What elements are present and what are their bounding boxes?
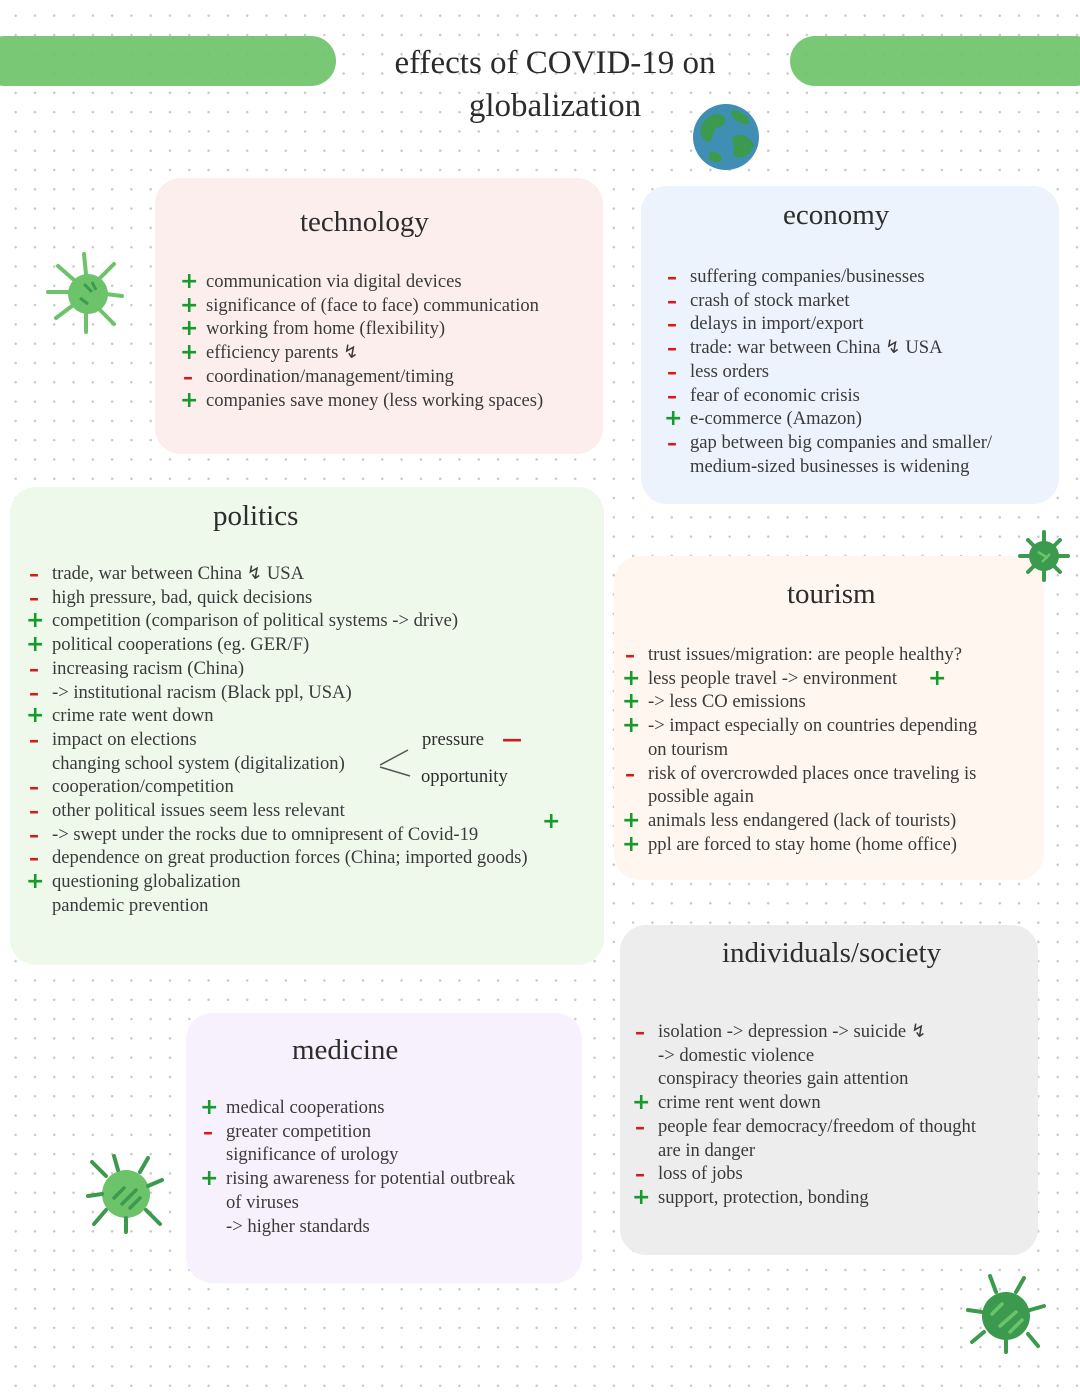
minus-mark: – (29, 822, 39, 847)
plus-mark: + (26, 608, 45, 634)
plus-mark: + (180, 340, 199, 366)
technology-item (180, 341, 543, 365)
tourism-item (622, 785, 977, 809)
tourism-item (622, 738, 977, 762)
minus-mark: – (29, 656, 39, 681)
medicine-item (200, 1215, 515, 1239)
minus-mark: – (635, 1162, 645, 1187)
society-item-text: are in danger (658, 1139, 756, 1161)
medicine-item (200, 1120, 515, 1144)
politics-item (26, 633, 528, 657)
plus-mark: + (200, 1166, 219, 1192)
economy-item (664, 289, 992, 313)
medicine-list (200, 1096, 515, 1238)
tourism-item (622, 762, 977, 786)
minus-mark: – (667, 383, 677, 408)
minus-mark: – (667, 288, 677, 313)
politics-item-text: -> swept under the rocks due to omnipresent of Covid-19 (52, 823, 479, 845)
tourism-item-text: -> less CO emissions (648, 691, 806, 713)
tourism-item (622, 714, 977, 738)
tourism-heading: tourism (787, 578, 876, 610)
politics-item (26, 894, 528, 918)
minus-mark: – (635, 1020, 645, 1044)
pressure-minus-mark: — (502, 727, 522, 751)
technology-item (180, 317, 543, 341)
minus-mark: – (667, 359, 677, 384)
plus-mark: + (664, 406, 683, 432)
tourism-item-text: possible again (648, 786, 754, 808)
plus-mark: + (180, 387, 199, 413)
economy-item-text: less orders (690, 360, 770, 382)
technology-item (180, 389, 543, 413)
technology-item-text: efficiency parents ↯ (206, 342, 359, 364)
tourism-item (622, 667, 977, 691)
economy-list (664, 265, 992, 478)
environment-plus-mark: + (928, 666, 947, 691)
tourism-item-text: ppl are forced to stay home (home office) (648, 833, 957, 855)
society-item (632, 1067, 976, 1091)
medicine-item (200, 1096, 515, 1120)
virus-icon (966, 1270, 1046, 1354)
economy-item (664, 384, 992, 408)
minus-mark: – (667, 265, 677, 289)
society-item-text: crime rent went down (658, 1092, 821, 1114)
society-heading: individuals/society (722, 937, 942, 969)
virus-icon (1016, 528, 1072, 584)
politics-item (26, 681, 528, 705)
politics-item (26, 870, 528, 894)
minus-mark: – (203, 1119, 213, 1144)
society-item-text: conspiracy theories gain attention (658, 1068, 909, 1090)
technology-item-text: communication via digital devices (206, 271, 462, 292)
economy-item-text: medium-sized businesses is widening (690, 455, 970, 477)
plus-mark: + (26, 632, 45, 658)
plus-mark: + (180, 292, 199, 318)
plus-mark: + (622, 689, 641, 715)
technology-item (180, 270, 543, 294)
society-item (632, 1115, 976, 1139)
politics-item-text: increasing racism (China) (52, 657, 245, 679)
politics-item-text: political cooperations (eg. GER/F) (52, 634, 310, 656)
tourism-item (622, 809, 977, 833)
medicine-item-text: medical cooperations (226, 1097, 385, 1118)
economy-heading: economy (783, 199, 890, 231)
opportunity-label: opportunity (421, 766, 508, 787)
politics-item-text: trade, war between China ↯ USA (52, 563, 305, 584)
medicine-item-text: -> higher standards (226, 1215, 370, 1237)
left-banner (0, 36, 336, 86)
society-item-text: loss of jobs (658, 1163, 743, 1185)
politics-item-text: cooperation/competition (52, 776, 234, 798)
plus-mark: + (26, 703, 45, 729)
medicine-item (200, 1191, 515, 1215)
plus-mark: + (622, 665, 641, 691)
economy-item-text: delays in import/export (690, 313, 864, 335)
society-item (632, 1186, 976, 1210)
politics-item (26, 657, 528, 681)
politics-item-text: changing school system (digitalization) (52, 752, 345, 774)
plus-mark: + (200, 1095, 219, 1120)
politics-item (26, 562, 528, 586)
politics-item-text: pandemic prevention (52, 894, 209, 916)
politics-item (26, 704, 528, 728)
politics-item-text: impact on elections (52, 728, 197, 750)
medicine-heading: medicine (292, 1034, 399, 1066)
right-banner (790, 36, 1080, 86)
tourism-item (622, 643, 977, 667)
tourism-item (622, 833, 977, 857)
economy-item (664, 312, 992, 336)
economy-item-text: gap between big companies and smaller/ (690, 431, 993, 453)
society-item-text: support, protection, bonding (658, 1186, 869, 1208)
politics-item (26, 799, 528, 823)
economy-item (664, 431, 992, 455)
minus-mark: – (625, 643, 635, 667)
politics-item (26, 823, 528, 847)
society-item-text: -> domestic violence (658, 1044, 815, 1066)
economy-item-text: fear of economic crisis (690, 384, 860, 406)
medicine-item-text: rising awareness for potential outbreak (226, 1168, 516, 1190)
tourism-list (622, 643, 977, 856)
society-item (632, 1139, 976, 1163)
politics-item-text: high pressure, bad, quick decisions (52, 586, 313, 608)
tourism-item-text: -> impact especially on countries depending (648, 715, 978, 737)
politics-item (26, 609, 528, 633)
technology-item-text: significance of (face to face) communication (206, 294, 539, 316)
branch-lines (376, 742, 416, 782)
economy-item (664, 336, 992, 360)
economy-item (664, 407, 992, 431)
minus-mark: – (29, 680, 39, 705)
pressure-label: pressure (422, 729, 484, 750)
society-item-text: isolation -> depression -> suicide ↯ (658, 1021, 927, 1042)
medicine-item-text: of viruses (226, 1191, 299, 1213)
politics-item-text: -> institutional racism (Black ppl, USA) (52, 681, 352, 703)
politics-item-text: questioning globalization (52, 871, 241, 893)
technology-item (180, 294, 543, 318)
tourism-item-text: animals less endangered (lack of tourists) (648, 809, 957, 831)
medicine-item (200, 1167, 515, 1191)
minus-mark: – (29, 562, 39, 586)
economy-item (664, 360, 992, 384)
title-line-1: effects of COVID-19 on (394, 45, 716, 81)
plus-mark: + (622, 713, 641, 739)
tourism-item-text: on tourism (648, 738, 729, 760)
economy-item-text: crash of stock market (690, 289, 850, 311)
plus-mark: + (180, 316, 199, 342)
minus-mark: – (29, 846, 39, 871)
plus-mark: + (622, 807, 641, 833)
politics-item-text: competition (comparison of political systems -> drive) (52, 610, 459, 632)
politics-item (26, 586, 528, 610)
minus-mark: – (635, 1114, 645, 1139)
society-item-text: people fear democracy/freedom of thought (658, 1115, 977, 1137)
politics-heading: politics (213, 500, 299, 532)
society-item (632, 1091, 976, 1115)
economy-item-text: e-commerce (Amazon) (690, 408, 862, 430)
politics-item (26, 846, 528, 870)
minus-mark: – (29, 585, 39, 610)
minus-mark: – (667, 430, 677, 455)
technology-item-text: companies save money (less working spaces) (206, 389, 544, 411)
virus-icon (40, 252, 124, 336)
society-item (632, 1020, 976, 1044)
economy-item-text: suffering companies/businesses (690, 266, 925, 287)
minus-mark: – (667, 312, 677, 337)
covid-plus-mark: + (542, 809, 561, 834)
economy-item (664, 455, 992, 479)
technology-list (180, 270, 543, 412)
plus-mark: + (180, 269, 199, 294)
plus-mark: + (622, 831, 641, 857)
minus-mark: – (667, 336, 677, 361)
technology-heading: technology (300, 206, 429, 238)
globe-icon (688, 102, 764, 172)
plus-mark: + (632, 1090, 651, 1116)
politics-item-text: dependence on great production forces (China; imported goods) (52, 847, 528, 869)
plus-mark: + (632, 1184, 651, 1210)
technology-item (180, 365, 543, 389)
politics-item-text: other political issues seem less relevant (52, 800, 345, 822)
medicine-item-text: significance of urology (226, 1144, 399, 1166)
society-item (632, 1044, 976, 1068)
minus-mark: – (29, 799, 39, 824)
tourism-item (622, 690, 977, 714)
plus-mark: + (26, 869, 45, 895)
tourism-item-text: trust issues/migration: are people healthy? (648, 644, 962, 665)
technology-item-text: working from home (flexibility) (206, 318, 446, 340)
minus-mark: – (29, 727, 39, 752)
medicine-item-text: greater competition (226, 1120, 372, 1142)
minus-mark: – (183, 364, 193, 389)
economy-item (664, 265, 992, 289)
technology-item-text: coordination/management/timing (206, 365, 454, 387)
minus-mark: – (29, 775, 39, 800)
society-item (632, 1162, 976, 1186)
economy-item-text: trade: war between China ↯ USA (690, 337, 943, 359)
politics-item-text: crime rate went down (52, 705, 214, 727)
minus-mark: – (625, 761, 635, 786)
virus-icon (84, 1150, 168, 1234)
title-line-2: globalization (468, 88, 642, 124)
tourism-item-text: less people travel -> environment (648, 667, 898, 689)
society-list (632, 1020, 976, 1210)
medicine-item (200, 1143, 515, 1167)
tourism-item-text: risk of overcrowded places once traveling is (648, 762, 977, 784)
